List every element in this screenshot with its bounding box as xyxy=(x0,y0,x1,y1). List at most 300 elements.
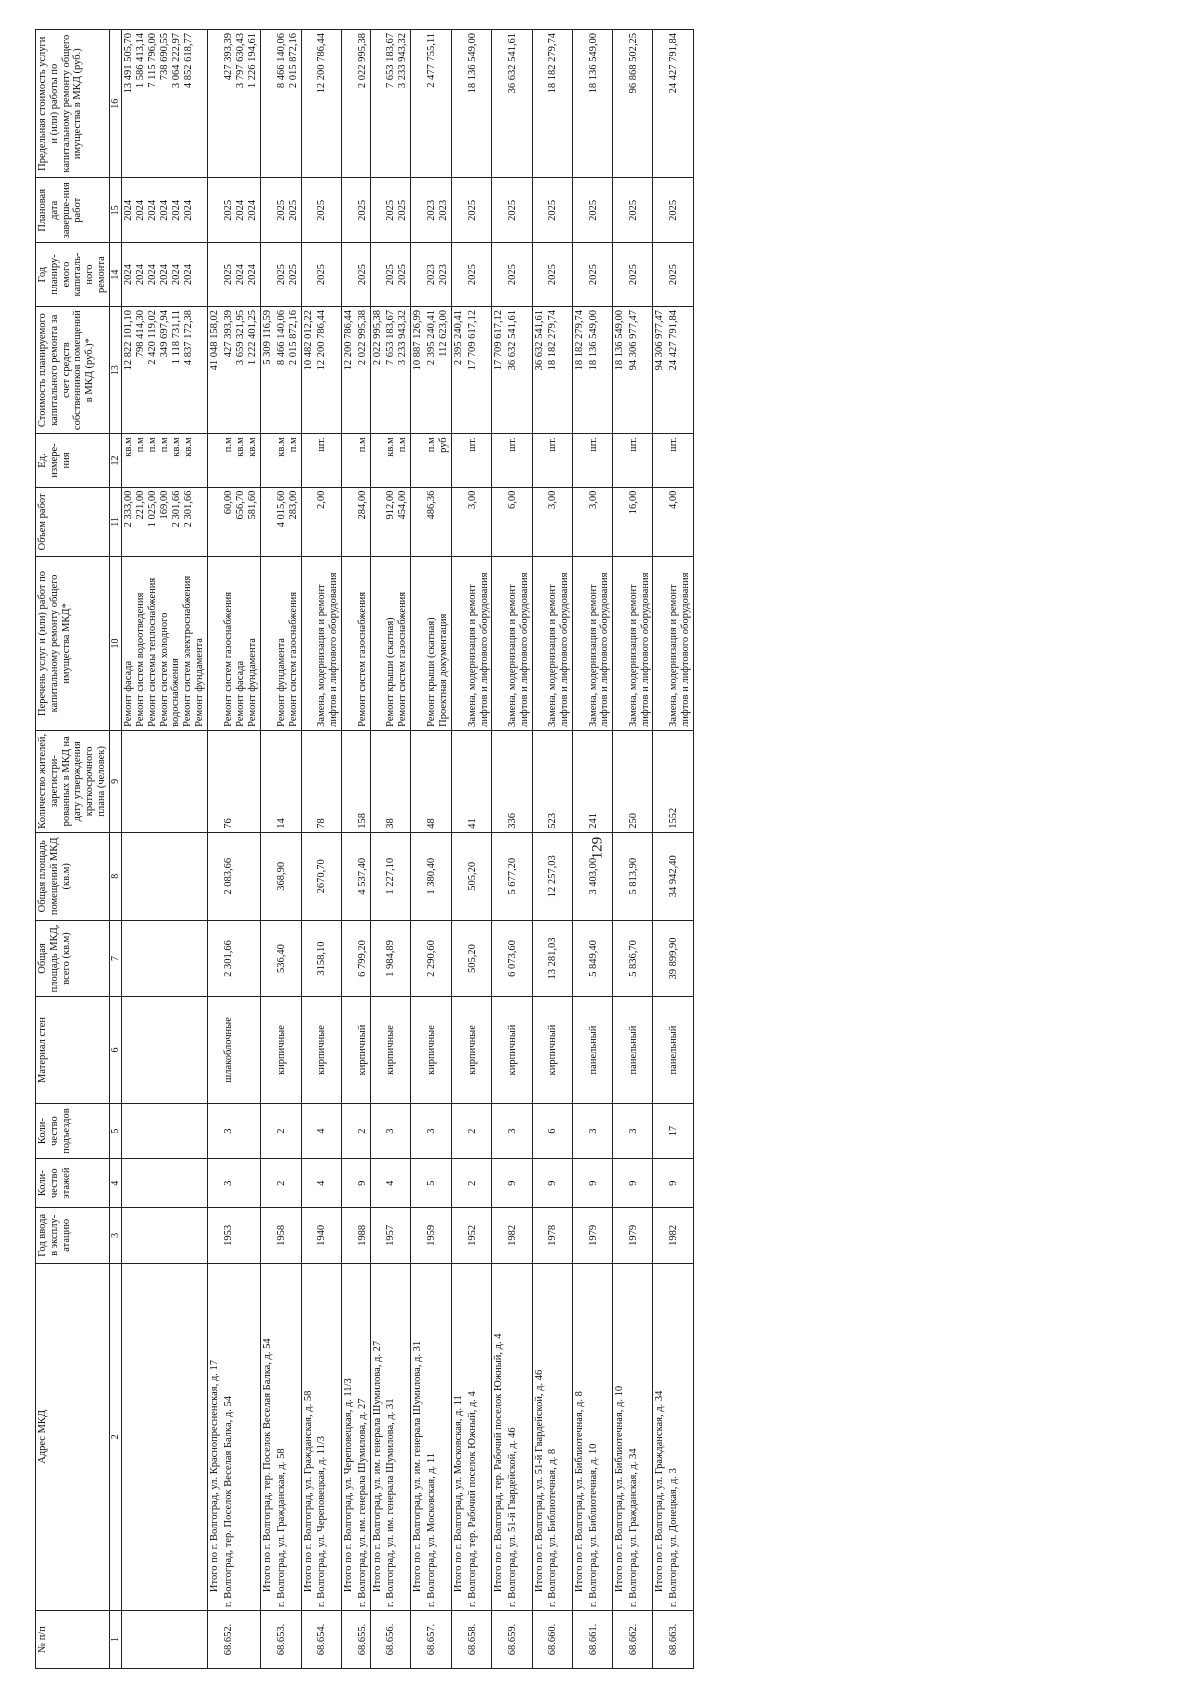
total-label: Итого по г. Волгоград, ул. Краснопресненская, д. 17 xyxy=(208,1263,222,1610)
total-cost: 10 482 012,22 xyxy=(301,306,315,433)
works-list-line: Ремонт систем электроснабжения xyxy=(182,575,194,727)
floors-count: 9 xyxy=(587,1158,613,1207)
completion-date xyxy=(121,177,208,242)
owner-cost-line: 4 837 172,38 xyxy=(182,309,194,365)
cell-empty xyxy=(260,1610,274,1668)
cell-empty xyxy=(411,556,425,730)
cell-empty xyxy=(341,1103,355,1159)
cell-empty xyxy=(370,242,384,306)
owner-cost-line: 798 414,30 xyxy=(134,309,146,357)
cell-empty xyxy=(653,433,667,486)
residents-count: 250 xyxy=(627,730,653,832)
repair-year xyxy=(315,242,341,306)
row-number: 68.657. xyxy=(425,1610,452,1668)
cell-empty xyxy=(260,29,274,177)
cell-empty xyxy=(452,730,466,832)
residents-count: 241 xyxy=(587,730,613,832)
completion-date xyxy=(627,177,653,242)
owner-cost-line: 18 182 279,74 xyxy=(547,309,559,370)
limit-cost-line: 2 477 755,11 xyxy=(426,32,438,88)
column-number: 8 xyxy=(109,832,121,920)
cell-empty xyxy=(653,556,667,730)
address-cell: г. Волгоград, ул. Гражданская, д. 58 xyxy=(275,1263,302,1610)
cell-empty xyxy=(260,177,274,242)
work-volume xyxy=(222,487,261,556)
cell-empty xyxy=(492,1610,506,1668)
owner-cost xyxy=(667,306,693,433)
cell-empty xyxy=(370,1610,384,1668)
completion-date-line: 2024 xyxy=(146,199,158,221)
work-volume-line: 454,00 xyxy=(397,490,409,519)
cell-empty xyxy=(341,1610,355,1668)
cell-empty xyxy=(411,1207,425,1263)
completion-date-line: 2025 xyxy=(222,199,234,221)
total-row xyxy=(452,29,466,1668)
cell-empty xyxy=(411,177,425,242)
table-row xyxy=(222,29,261,1668)
limit-cost-line: 3 064 222,97 xyxy=(170,32,182,88)
cell-empty xyxy=(613,1207,627,1263)
header-cell: Материал стен xyxy=(36,996,110,1103)
total-area: 6 799,20 xyxy=(356,920,371,996)
total-cost: 10 887 126,99 xyxy=(411,306,425,433)
limit-cost-line: 2 022 995,38 xyxy=(356,32,368,88)
works-list xyxy=(356,556,371,730)
works-list xyxy=(275,556,302,730)
unit-line: п.м xyxy=(397,436,409,452)
works-list-line: Ремонт фундамента xyxy=(246,637,258,727)
work-volume-line: 6,00 xyxy=(507,490,519,509)
rooms-area: 2 083,66 xyxy=(222,832,261,920)
owner-cost-line: 36 632 541,61 xyxy=(507,309,519,370)
works-list-line: Замена, модернизация и ремонт лифтов и лифтового оборудования xyxy=(547,572,571,727)
header-cell: № п/п xyxy=(36,1610,110,1668)
wall-material: кирпичные xyxy=(425,996,452,1103)
cell-empty xyxy=(208,996,222,1103)
unit-line: шт. xyxy=(316,436,328,452)
repair-year-line: 2025 xyxy=(287,263,299,285)
repair-year xyxy=(506,242,532,306)
limit-cost-line: 12 200 786,44 xyxy=(316,32,328,93)
works-list-line: Замена, модернизация и ремонт лифтов и лифтового оборудования xyxy=(466,572,490,727)
table-body xyxy=(121,29,693,1668)
limit-cost-line: 96 868 502,25 xyxy=(627,32,639,93)
cell-empty xyxy=(572,177,586,242)
limit-cost-line: 7 115 796,00 xyxy=(146,32,158,88)
repair-year xyxy=(466,242,492,306)
residents-count: 14 xyxy=(275,730,302,832)
limit-cost xyxy=(356,29,371,177)
header-cell: Коли-чество подъездов xyxy=(36,1103,110,1159)
header-cell: Ед. измере-ния xyxy=(36,433,110,486)
unit xyxy=(121,433,208,486)
total-row xyxy=(613,29,627,1668)
rooms-area: 34 942,40 xyxy=(667,832,693,920)
address-cell: г. Волгоград, ул. им. генерала Шумилова, д. 27 xyxy=(356,1263,371,1610)
unit-line: кв.м xyxy=(385,436,397,457)
total-row xyxy=(208,29,222,1668)
header-cell: Год планиру-емого капиталь-ного ремонта xyxy=(36,242,110,306)
column-number: 5 xyxy=(109,1103,121,1159)
total-row xyxy=(411,29,425,1668)
limit-cost-line: 3 797 630,43 xyxy=(234,32,246,88)
limit-cost-line: 13 491 505,70 xyxy=(122,32,134,93)
entrances-count: 3 xyxy=(222,1103,261,1159)
rooms-area: 3 403,00 xyxy=(587,832,613,920)
unit-line: кв.м xyxy=(122,436,134,457)
entrances-count: 17 xyxy=(667,1103,693,1159)
works-list-line: Ремонт фасада xyxy=(234,660,246,727)
owner-cost xyxy=(546,306,572,433)
cell-empty xyxy=(411,996,425,1103)
cell-empty xyxy=(208,242,222,306)
cell-empty xyxy=(208,920,222,996)
cell-empty xyxy=(492,832,506,920)
cell-empty xyxy=(492,29,506,177)
limit-cost xyxy=(384,29,411,177)
cell-empty xyxy=(301,556,315,730)
cell-empty xyxy=(492,1207,506,1263)
owner-cost-line: 12 200 786,44 xyxy=(316,309,328,370)
wall-material: кирпичные xyxy=(466,996,492,1103)
unit-line: шт. xyxy=(466,436,478,452)
year-commissioned: 1982 xyxy=(506,1207,532,1263)
works-list xyxy=(506,556,532,730)
cell-empty xyxy=(452,29,466,177)
work-volume-line: 3,00 xyxy=(547,490,559,509)
cell-empty xyxy=(341,996,355,1103)
cell-empty xyxy=(341,1158,355,1207)
cell-empty xyxy=(452,1207,466,1263)
unit-line: п.м xyxy=(287,436,299,452)
residents-count: 523 xyxy=(546,730,572,832)
year-commissioned: 1940 xyxy=(315,1207,341,1263)
work-volume-line: 221,00 xyxy=(134,490,146,519)
limit-cost-line: 427 393,39 xyxy=(222,32,234,80)
owner-cost xyxy=(315,306,341,433)
column-number-row xyxy=(109,29,121,1668)
wall-material xyxy=(121,996,208,1103)
cell-empty xyxy=(411,920,425,996)
cell-empty xyxy=(301,433,315,486)
work-volume xyxy=(121,487,208,556)
completion-date-line: 2025 xyxy=(356,199,368,221)
wall-material: кирпичные xyxy=(315,996,341,1103)
unit xyxy=(546,433,572,486)
unit xyxy=(315,433,341,486)
cell-empty xyxy=(532,1158,546,1207)
cell-empty xyxy=(492,730,506,832)
owner-cost-line: 3 233 943,32 xyxy=(397,309,409,365)
cell-empty xyxy=(532,29,546,177)
address-cell: г. Волгоград, ул. 51-й Гвардейской, д. 46 xyxy=(506,1263,532,1610)
floors-count: 4 xyxy=(384,1158,411,1207)
repair-year-line: 2024 xyxy=(234,263,246,285)
work-volume-line: 2 301,66 xyxy=(170,490,182,527)
cell-empty xyxy=(452,1103,466,1159)
address-cell: г. Волгоград, ул. Гражданская, д. 34 xyxy=(627,1263,653,1610)
cell-empty xyxy=(301,487,315,556)
cell-empty xyxy=(260,996,274,1103)
unit-line: шт. xyxy=(507,436,519,452)
cell-empty xyxy=(492,487,506,556)
repair-year-line: 2023 xyxy=(438,263,450,285)
completion-date-line: 2025 xyxy=(668,199,680,221)
cell-empty xyxy=(341,29,355,177)
owner-cost-line: 112 623,00 xyxy=(438,309,450,357)
address-cell: г. Волгоград, ул. Череповецкая, д. 11/3 xyxy=(315,1263,341,1610)
unit xyxy=(425,433,452,486)
cell-empty xyxy=(613,242,627,306)
repair-year-line: 2024 xyxy=(246,263,258,285)
cell-empty xyxy=(653,1103,667,1159)
owner-cost xyxy=(627,306,653,433)
year-commissioned: 1959 xyxy=(425,1207,452,1263)
total-row xyxy=(572,29,586,1668)
entrances-count: 3 xyxy=(627,1103,653,1159)
owner-cost-line: 1 118 731,11 xyxy=(170,309,182,364)
header-cell: Стоимость планируемого капитального ремонта за счет средств собственников помещений в МКД (руб.)* xyxy=(36,306,110,433)
repair-year-line: 2024 xyxy=(146,263,158,285)
unit-line: шт. xyxy=(668,436,680,452)
header-cell: Количество жителей, зарегистри-рованных в МКД на дату утверждения краткосрочного плана (человек) xyxy=(36,730,110,832)
unit-line: кв.м xyxy=(170,436,182,457)
cell-empty xyxy=(452,996,466,1103)
residents-count: 78 xyxy=(315,730,341,832)
works-list xyxy=(587,556,613,730)
limit-cost-line: 36 632 541,61 xyxy=(507,32,519,93)
floors-count: 9 xyxy=(506,1158,532,1207)
unit xyxy=(384,433,411,486)
column-number: 1 xyxy=(109,1610,121,1668)
owner-cost xyxy=(275,306,302,433)
total-cost: 36 632 541,61 xyxy=(532,306,546,433)
completion-date-line: 2025 xyxy=(316,199,328,221)
entrances-count: 3 xyxy=(384,1103,411,1159)
cell-empty xyxy=(613,177,627,242)
cell-empty xyxy=(613,1103,627,1159)
work-volume-line: 169,00 xyxy=(158,490,170,519)
cell-empty xyxy=(653,177,667,242)
cell-empty xyxy=(572,996,586,1103)
floors-count: 3 xyxy=(222,1158,261,1207)
works-list xyxy=(627,556,653,730)
cell-empty xyxy=(208,29,222,177)
cell-empty xyxy=(370,996,384,1103)
cell-empty xyxy=(208,556,222,730)
cell-empty xyxy=(208,433,222,486)
rooms-area: 4 537,40 xyxy=(356,832,371,920)
repair-year xyxy=(356,242,371,306)
cell-empty xyxy=(532,832,546,920)
work-volume-line: 656,70 xyxy=(234,490,246,519)
work-volume xyxy=(356,487,371,556)
works-list xyxy=(384,556,411,730)
limit-cost xyxy=(587,29,613,177)
work-volume-line: 4 015,60 xyxy=(275,490,287,527)
limit-cost-line: 1 586 413,14 xyxy=(134,32,146,88)
cell-empty xyxy=(613,730,627,832)
completion-date-line: 2024 xyxy=(170,199,182,221)
owner-cost-line: 2 022 995,38 xyxy=(356,309,368,365)
cell-empty xyxy=(572,1103,586,1159)
cell-empty xyxy=(532,556,546,730)
limit-cost xyxy=(667,29,693,177)
completion-date xyxy=(222,177,261,242)
entrances-count: 3 xyxy=(506,1103,532,1159)
unit-line: п.м xyxy=(356,436,368,452)
works-list-line: Ремонт крыши (скатная) xyxy=(385,616,397,727)
unit-line: п.м xyxy=(146,436,158,452)
cell-empty xyxy=(341,242,355,306)
repair-year-line: 2024 xyxy=(182,263,194,285)
cell-empty xyxy=(572,920,586,996)
row-number: 68.661. xyxy=(587,1610,613,1668)
total-cost: 18 182 279,74 xyxy=(572,306,586,433)
table-row xyxy=(275,29,302,1668)
entrances-count: 6 xyxy=(546,1103,572,1159)
entrances-count: 3 xyxy=(587,1103,613,1159)
limit-cost xyxy=(121,29,208,177)
limit-cost xyxy=(546,29,572,177)
unit-line: кв.м xyxy=(246,436,258,457)
cell-empty xyxy=(572,1610,586,1668)
work-volume-line: 2,00 xyxy=(316,490,328,509)
cell-empty xyxy=(260,1207,274,1263)
cell-empty xyxy=(341,556,355,730)
header-cell: Общая площадь МКД, всего (кв.м) xyxy=(36,920,110,996)
limit-cost xyxy=(466,29,492,177)
rooms-area: 505,20 xyxy=(466,832,492,920)
total-area: 5 849,40 xyxy=(587,920,613,996)
cell-empty xyxy=(341,920,355,996)
cell-empty xyxy=(301,920,315,996)
owner-cost xyxy=(425,306,452,433)
year-commissioned: 1978 xyxy=(546,1207,572,1263)
unit xyxy=(506,433,532,486)
cell-empty xyxy=(653,1207,667,1263)
unit xyxy=(356,433,371,486)
entrances-count xyxy=(121,1103,208,1159)
unit xyxy=(627,433,653,486)
cell-empty xyxy=(208,1103,222,1159)
cell-empty xyxy=(572,1158,586,1207)
header-cell: Год ввода в эксплу-атацию xyxy=(36,1207,110,1263)
works-list-line: Ремонт фундамента xyxy=(275,637,287,727)
owner-cost-line: 2 015 872,16 xyxy=(287,309,299,365)
cell-empty xyxy=(653,920,667,996)
total-label: Итого по г. Волгоград, ул. им. генерала Шумилова, д. 31 xyxy=(411,1263,425,1610)
table-row xyxy=(667,29,693,1668)
owner-cost-line: 8 466 140,06 xyxy=(275,309,287,365)
owner-cost xyxy=(466,306,492,433)
completion-date-line: 2025 xyxy=(466,199,478,221)
floors-count: 2 xyxy=(275,1158,302,1207)
address-cell: г. Волгоград, ул. Библиотечная, д. 10 xyxy=(587,1263,613,1610)
cell-empty xyxy=(208,177,222,242)
owner-cost-line: 24 427 791,84 xyxy=(668,309,680,370)
completion-date xyxy=(384,177,411,242)
row-number: 68.658. xyxy=(466,1610,492,1668)
work-volume xyxy=(275,487,302,556)
row-number: 68.653. xyxy=(275,1610,302,1668)
cell-empty xyxy=(572,556,586,730)
works-list xyxy=(667,556,693,730)
completion-date-line: 2025 xyxy=(385,199,397,221)
header-cell: Адрес МКД xyxy=(36,1263,110,1610)
rooms-area: 368,90 xyxy=(275,832,302,920)
floors-count: 9 xyxy=(627,1158,653,1207)
work-volume-line: 16,00 xyxy=(627,490,639,514)
cell-empty xyxy=(653,487,667,556)
cell-empty xyxy=(301,1207,315,1263)
total-label: Итого по г. Волгоград, ул. Библиотечная, д. 10 xyxy=(613,1263,627,1610)
cell-empty xyxy=(653,242,667,306)
total-cost: 12 200 786,44 xyxy=(341,306,355,433)
cell-empty xyxy=(532,487,546,556)
address-cell: г. Волгоград, ул. Московская, д. 11 xyxy=(425,1263,452,1610)
repair-year xyxy=(275,242,302,306)
cell-empty xyxy=(532,1103,546,1159)
repair-year-line: 2024 xyxy=(158,263,170,285)
cell-empty xyxy=(492,177,506,242)
column-number: 10 xyxy=(109,556,121,730)
entrances-count: 4 xyxy=(315,1103,341,1159)
completion-date-line: 2024 xyxy=(122,199,134,221)
cell-empty xyxy=(532,730,546,832)
limit-cost xyxy=(506,29,532,177)
cell-empty xyxy=(370,1207,384,1263)
repair-year-line: 2025 xyxy=(222,263,234,285)
total-area: 6 073,60 xyxy=(506,920,532,996)
rooms-area: 5 677,20 xyxy=(506,832,532,920)
limit-cost-line xyxy=(438,33,450,174)
completion-date xyxy=(587,177,613,242)
total-area: 39 899,90 xyxy=(667,920,693,996)
works-row xyxy=(121,29,208,1668)
total-row xyxy=(370,29,384,1668)
total-cost: 41 048 158,02 xyxy=(208,306,222,433)
total-label: Итого по г. Волгоград, ул. Гражданская, д. 34 xyxy=(653,1263,667,1610)
rooms-area xyxy=(121,832,208,920)
owner-cost-line: 7 653 183,67 xyxy=(385,309,397,365)
total-area: 5 836,70 xyxy=(627,920,653,996)
row-number: 68.652. xyxy=(222,1610,261,1668)
owner-cost-line: 349 697,94 xyxy=(158,309,170,357)
column-number: 16 xyxy=(109,29,121,177)
unit-line: кв.м xyxy=(182,436,194,457)
address-cell: г. Волгоград, тер. Поселок Веселая Балка, д. 54 xyxy=(222,1263,261,1610)
wall-material: панельный xyxy=(587,996,613,1103)
work-volume-line: 486,36 xyxy=(426,490,438,519)
limit-cost-line: 7 653 183,67 xyxy=(385,32,397,88)
unit-line: шт. xyxy=(627,436,639,452)
table-row xyxy=(627,29,653,1668)
total-row xyxy=(260,29,274,1668)
works-list-line: Ремонт систем водоотведения xyxy=(134,592,146,727)
cell-empty xyxy=(613,433,627,486)
owner-cost xyxy=(356,306,371,433)
cell-empty xyxy=(301,1103,315,1159)
repair-year-line: 2024 xyxy=(170,263,182,285)
total-area: 2 301,66 xyxy=(222,920,261,996)
cell-empty xyxy=(613,920,627,996)
completion-date-line: 2025 xyxy=(287,199,299,221)
limit-cost xyxy=(425,29,452,177)
year-commissioned xyxy=(121,1207,208,1263)
limit-cost-line: 24 427 791,84 xyxy=(668,32,680,93)
wall-material: кирпичные xyxy=(275,996,302,1103)
